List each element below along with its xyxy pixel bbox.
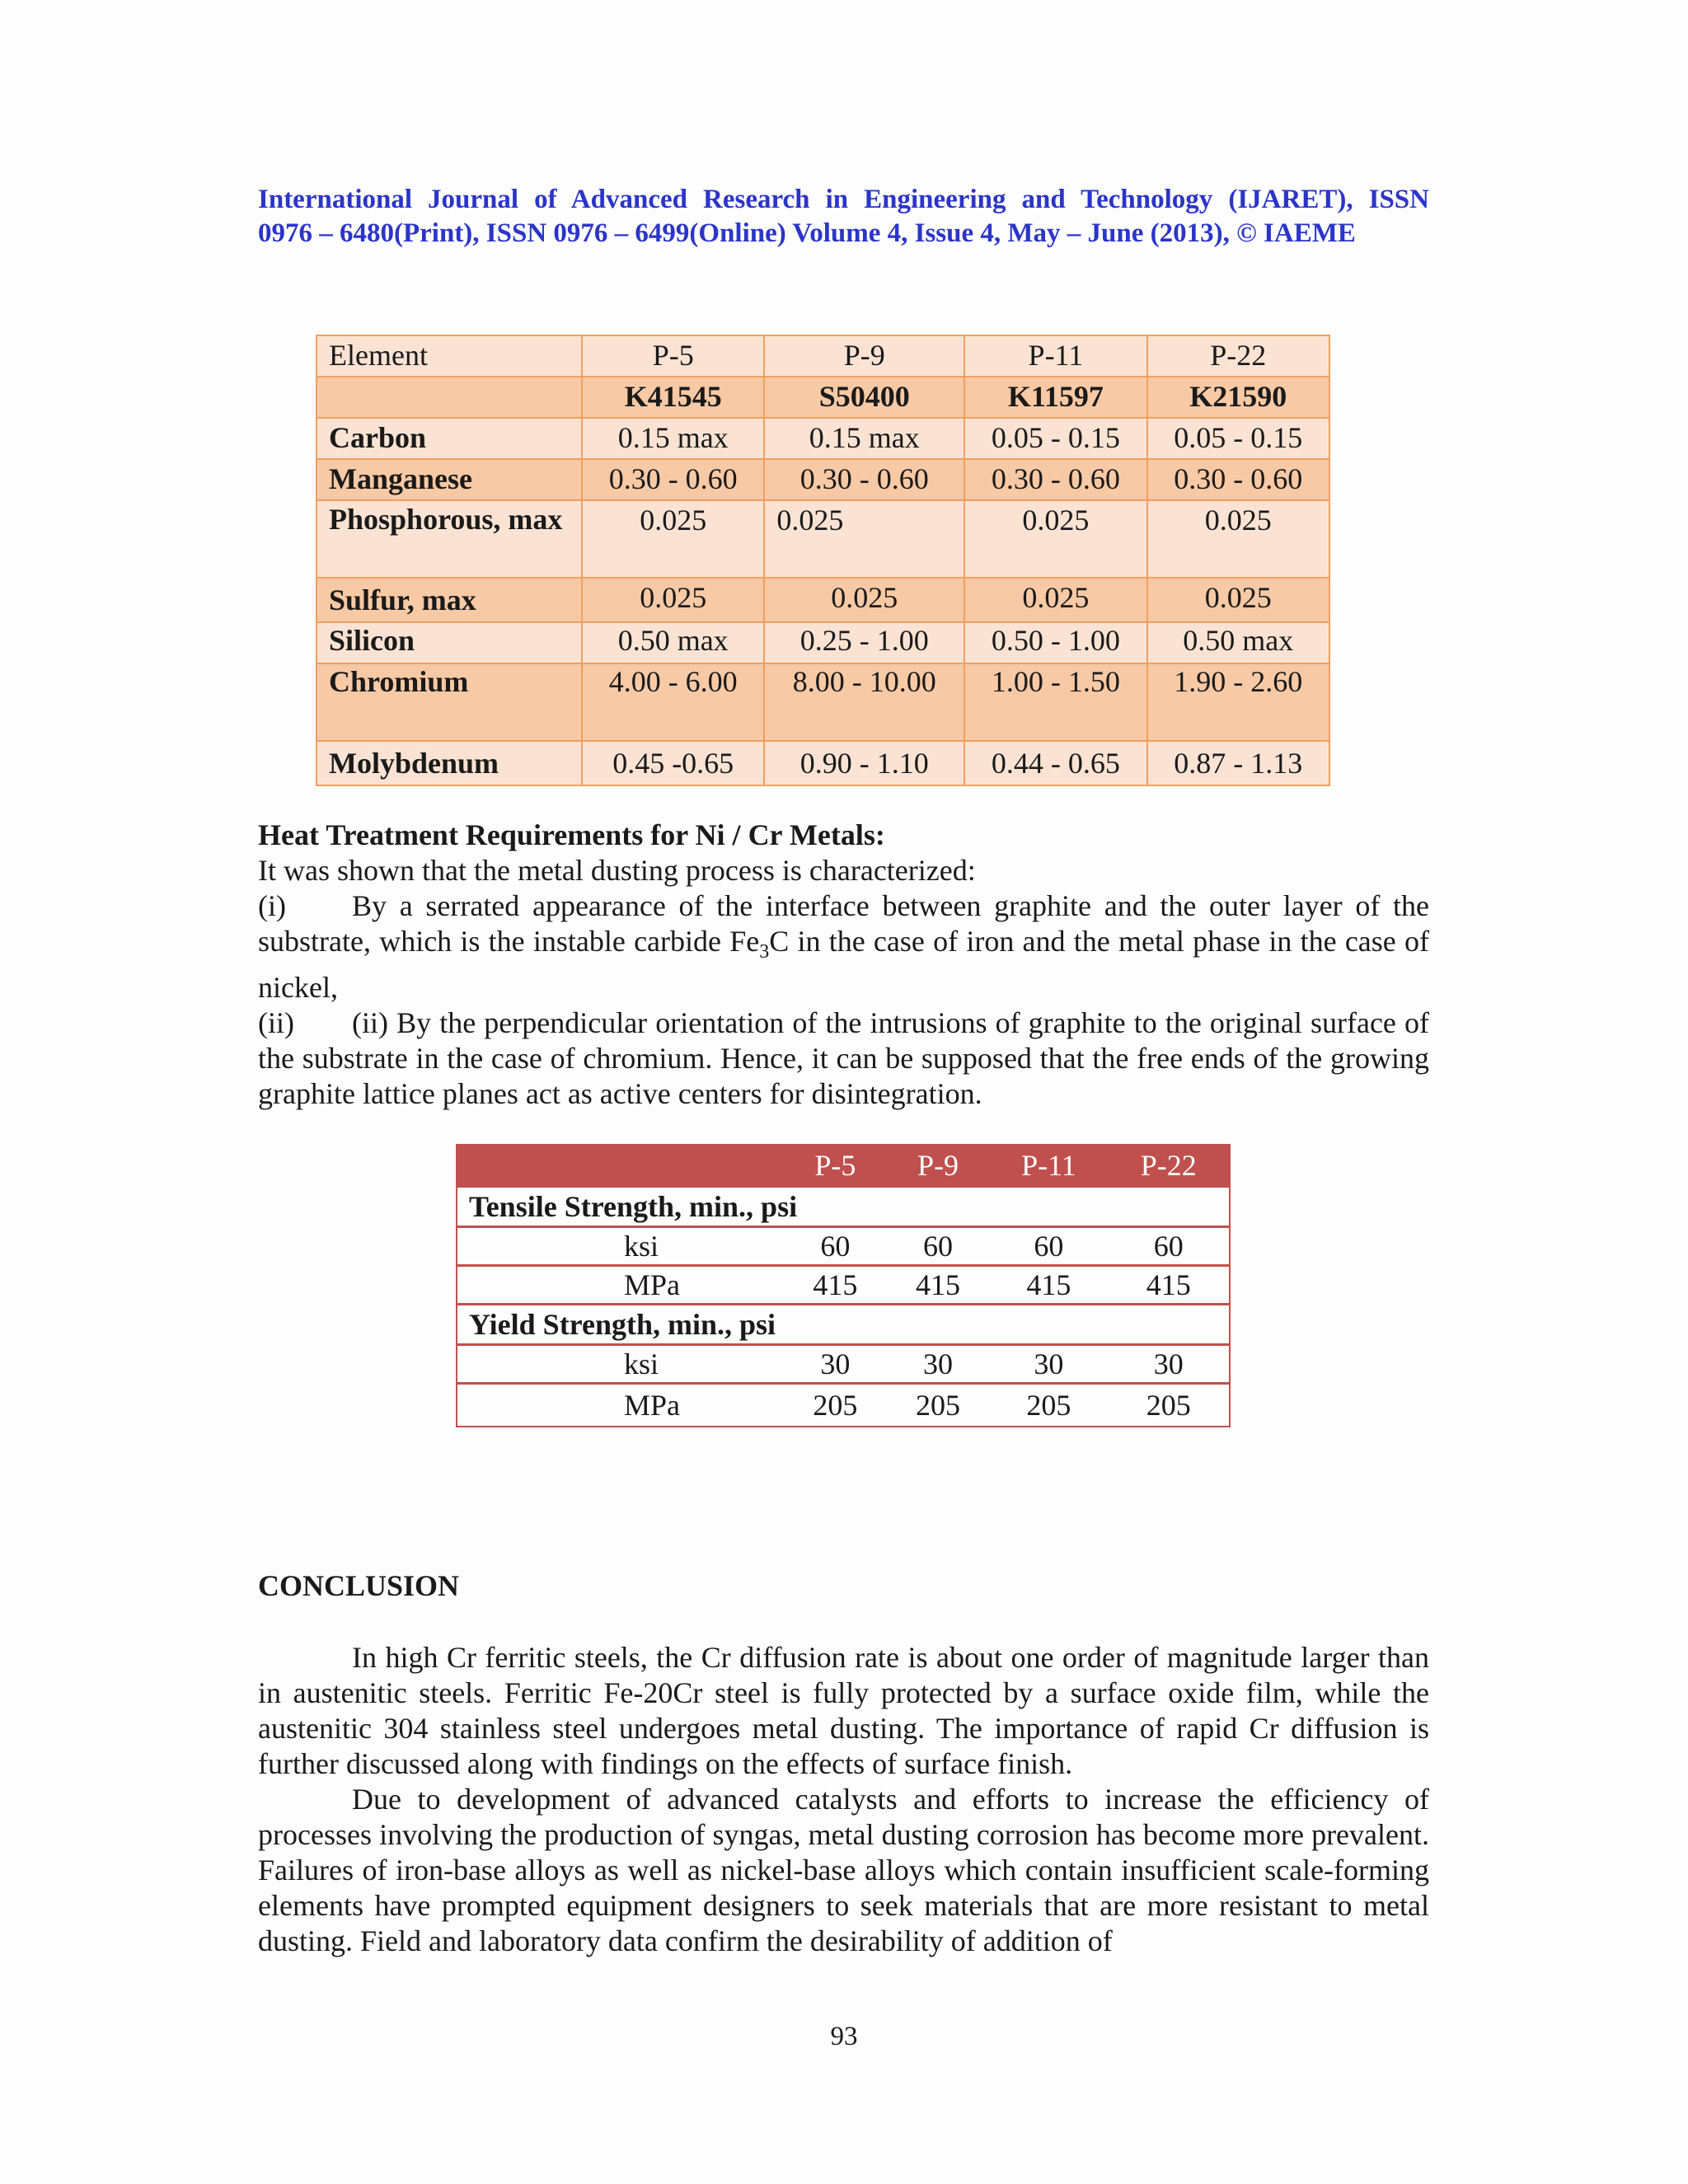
table-cell: 4.00 - 6.00 [582, 663, 764, 741]
composition-header-row [316, 335, 1329, 377]
list-item-text-part: By a serrated appearance of the interface between graphite and the outer layer of the substrate, which is the instable carbide Fe [258, 889, 1429, 958]
list-item-text-part: C in the case of iron and the metal phase in the case of nickel, [258, 925, 1429, 1005]
table-cell: K21590 [1147, 377, 1329, 418]
unit-cell: ksi [612, 1227, 784, 1266]
table-cell: P-5 [582, 335, 764, 377]
row-label: Molybdenum [316, 741, 582, 785]
table-cell: 0.025 [964, 500, 1146, 578]
table-cell [887, 1305, 990, 1345]
table-cell: 0.05 - 0.15 [964, 418, 1146, 459]
table-cell: 415 [887, 1266, 990, 1305]
group-row [457, 1305, 1230, 1345]
table-row [316, 459, 1329, 500]
list-item [258, 1005, 1429, 1112]
table-row [457, 1384, 1230, 1427]
table-row [457, 1227, 1230, 1266]
table-cell: 60 [989, 1227, 1108, 1266]
subscript: 3 [759, 941, 770, 963]
composition-table [316, 335, 1330, 786]
list-item-text [258, 888, 1429, 1005]
table-row [457, 1266, 1230, 1305]
list-item-number: (i) [258, 889, 286, 922]
group-row [457, 1187, 1230, 1227]
table-cell [457, 1266, 612, 1305]
table-cell: 0.025 [582, 578, 764, 622]
table-cell: P-9 [764, 335, 964, 377]
table-cell: 205 [989, 1384, 1108, 1427]
group-label: Yield Strength, min., psi [457, 1305, 887, 1345]
table-cell: 0.30 - 0.60 [764, 459, 964, 500]
row-label: Silicon [316, 622, 582, 663]
table-row [316, 418, 1329, 459]
table-cell: 60 [784, 1227, 887, 1266]
table-cell: 0.50 max [1147, 622, 1329, 663]
table-cell: 205 [784, 1384, 887, 1427]
table-cell [457, 1145, 612, 1187]
section-heading: Heat Treatment Requirements for Ni / Cr Metals: [258, 818, 885, 851]
heat-treatment-section [258, 818, 1429, 1112]
table-cell: 0.30 - 0.60 [964, 459, 1146, 500]
table-cell [457, 1227, 612, 1266]
table-cell: S50400 [764, 377, 964, 418]
table-cell [989, 1305, 1108, 1345]
journal-header [258, 183, 1429, 251]
unit-cell: MPa [612, 1384, 784, 1427]
unit-cell: MPa [612, 1266, 784, 1305]
composition-subheader-row [316, 377, 1329, 418]
table-cell: 0.15 max [764, 418, 964, 459]
table-cell: 30 [989, 1345, 1108, 1384]
table-cell: 0.50 max [582, 622, 764, 663]
column-header: P-5 [784, 1145, 887, 1187]
table-header-row [457, 1145, 1230, 1187]
list-item-number: (ii) [258, 1006, 294, 1040]
row-label: Chromium [316, 663, 582, 741]
table-cell [1108, 1187, 1230, 1227]
table-cell [457, 1384, 612, 1427]
row-label: Manganese [316, 459, 582, 500]
table-row [457, 1345, 1230, 1384]
table-cell: 30 [784, 1345, 887, 1384]
table-cell: 0.90 - 1.10 [764, 741, 964, 785]
table-cell: 0.25 - 1.00 [764, 622, 964, 663]
table-cell [887, 1187, 990, 1227]
row-label: Phosphorous, max [316, 500, 582, 578]
header-line-2: 0976 – 6480(Print), ISSN 0976 – 6499(Online) Volume 4, Issue 4, May – June (2013), © IAEME [258, 218, 1356, 248]
table-cell [612, 1145, 784, 1187]
table-cell: 0.30 - 0.60 [582, 459, 764, 500]
table-cell: 415 [1108, 1266, 1230, 1305]
table-cell: 1.00 - 1.50 [964, 663, 1146, 741]
table-cell: 0.44 - 0.65 [964, 741, 1146, 785]
table-cell [989, 1187, 1108, 1227]
column-header: P-11 [989, 1145, 1108, 1187]
table-cell [316, 377, 582, 418]
paragraph: In high Cr ferritic steels, the Cr diffusion rate is about one order of magnitude larger than in austenitic steels. Ferritic Fe-20Cr steel is fully protected by a surface oxide film, while the austenitic 304 stainless steel undergoes metal dusting. The importance of rapid Cr diffusion is further discussed along with findings on the effects of surface finish. [258, 1641, 1429, 1780]
table-row [316, 500, 1329, 578]
row-label: Carbon [316, 418, 582, 459]
conclusion-section [258, 1640, 1429, 1959]
table-cell: 0.025 [1147, 500, 1329, 578]
paragraph: Due to development of advanced catalysts and efforts to increase the efficiency of processes involving the production of syngas, metal dusting corrosion has become more prevalent. Failures of iron-base alloys as well as nickel-base alloys which contain insufficient scale-forming elements have prompted equipment designers to seek materials that are more resistant to metal dusting. Field and laboratory data confirm the desirability of addition of [258, 1783, 1429, 1957]
group-label: Tensile Strength, min., psi [457, 1187, 887, 1227]
table-cell [457, 1345, 612, 1384]
page-number: 93 [830, 2022, 858, 2051]
table-cell [1108, 1305, 1230, 1345]
unit-cell: ksi [612, 1345, 784, 1384]
table-cell: 0.05 - 0.15 [1147, 418, 1329, 459]
table-row [316, 622, 1329, 663]
table-cell: 0.50 - 1.00 [964, 622, 1146, 663]
table-cell: P-11 [964, 335, 1146, 377]
table-cell: 60 [1108, 1227, 1230, 1266]
conclusion-heading: CONCLUSION [258, 1569, 460, 1602]
table-cell: 0.025 [582, 500, 764, 578]
table-cell: 1.90 - 2.60 [1147, 663, 1329, 741]
table-cell: 0.025 [1147, 578, 1329, 622]
table-cell: 60 [887, 1227, 990, 1266]
table-row [316, 578, 1329, 622]
table-cell: K41545 [582, 377, 764, 418]
table-cell: 205 [887, 1384, 990, 1427]
table-cell: 0.30 - 0.60 [1147, 459, 1329, 500]
table-cell: K11597 [964, 377, 1146, 418]
intro-text: It was shown that the metal dusting process is characterized: [258, 854, 976, 887]
table-cell: 0.025 [964, 578, 1146, 622]
table-cell: 0.87 - 1.13 [1147, 741, 1329, 785]
table-row [316, 663, 1329, 741]
table-cell: 0.45 -0.65 [582, 741, 764, 785]
table-cell: 0.15 max [582, 418, 764, 459]
row-label: Sulfur, max [316, 578, 582, 622]
table-cell: 30 [1108, 1345, 1230, 1384]
table-cell: 30 [887, 1345, 990, 1384]
table-cell: P-22 [1147, 335, 1329, 377]
table-cell: 415 [989, 1266, 1108, 1305]
list-item-text: (ii) By the perpendicular orientation of the intrusions of graphite to the original surface of the substrate in the case of chromium. Hence, it can be supposed that the free ends of the growing graphite lattice planes act as active centers for disintegration. [258, 1006, 1429, 1111]
table-row [316, 741, 1329, 785]
table-cell: 0.025 [764, 500, 964, 578]
header-line-1: International Journal of Advanced Research in Engineering and Technology (IJARET), ISSN [258, 185, 1429, 214]
table-cell: 205 [1108, 1384, 1230, 1427]
mechanical-properties-table [456, 1144, 1231, 1427]
table-cell: 8.00 - 10.00 [764, 663, 964, 741]
column-header: P-9 [887, 1145, 990, 1187]
table-cell: Element [316, 335, 582, 377]
column-header: P-22 [1108, 1145, 1230, 1187]
list-item [258, 888, 1429, 1005]
table-cell: 415 [784, 1266, 887, 1305]
table-cell: 0.025 [764, 578, 964, 622]
